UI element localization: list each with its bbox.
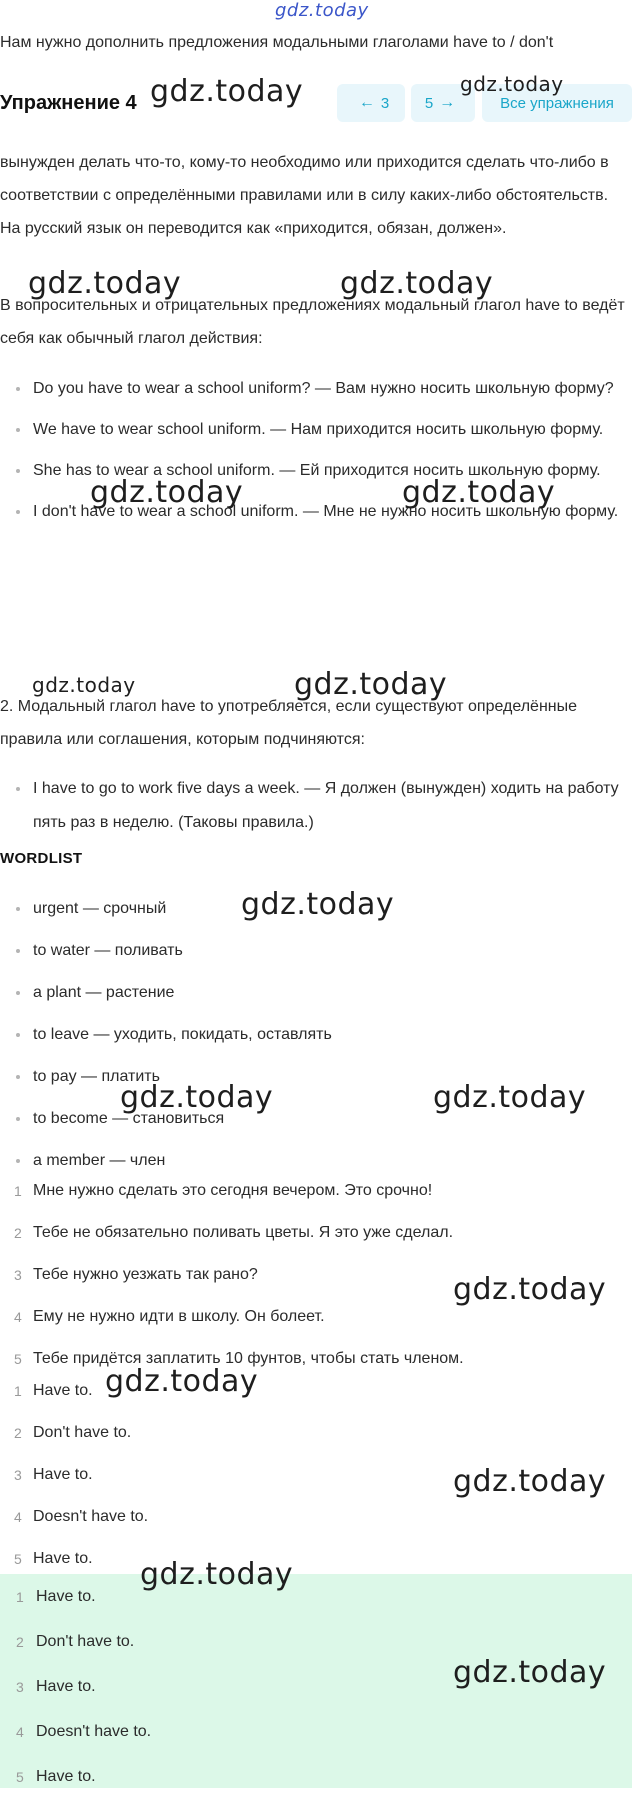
watermark: gdz.today [294, 667, 448, 702]
sentence-text: Тебе нужно уезжать так рано? [33, 1266, 258, 1283]
item-number: 1 [16, 1588, 24, 1605]
wordlist-item: to pay — платить [0, 1056, 630, 1098]
sentence-item [0, 1254, 630, 1296]
theory-paragraph-1: вынужден делать что-то, кому-то необходимо или приходится сделать что-либо в соответствии с определёнными правилами или в силу каких-либо обстоятельств. На русский язык он переводится как «приходится, обязан, должен». [0, 154, 609, 237]
sentence-text: Мне нужно сделать это сегодня вечером. Это срочно! [33, 1182, 433, 1199]
wordlist-list [0, 888, 630, 1182]
item-number: 2 [16, 1633, 24, 1650]
answer-item [0, 1574, 630, 1619]
answer-item [0, 1454, 630, 1496]
answer-panel [0, 1574, 632, 1788]
answer-text: Don't have to. [36, 1632, 135, 1650]
watermark: gdz.today [105, 1364, 259, 1399]
watermark: gdz.today [150, 74, 304, 109]
watermark: gdz.today [90, 475, 244, 510]
answer-item [0, 1370, 630, 1412]
next-exercise-button[interactable] [411, 84, 475, 122]
sentence-item [0, 1212, 630, 1254]
theory-paragraph-3: 2. Модальный глагол have to употребляется, если существуют определённые правила или соглашения, которым подчиняются: [0, 698, 578, 748]
item-number: 1 [14, 1183, 22, 1199]
item-number: 4 [14, 1309, 22, 1325]
answer-text: Have to. [33, 1550, 93, 1567]
prev-exercise-button[interactable] [337, 84, 405, 122]
wordlist-item: urgent — срочный [0, 888, 630, 930]
answer-text: Have to. [36, 1767, 96, 1785]
list-item: We have to wear school uniform. — Нам приходится носить школьную форму. [0, 413, 630, 447]
item-number: 5 [14, 1551, 22, 1567]
prev-exercise-label: 3 [380, 94, 390, 112]
watermark: gdz.today [453, 1655, 607, 1690]
answer-text: Doesn't have to. [33, 1508, 149, 1525]
watermark: gdz.today [120, 1080, 274, 1115]
watermark: gdz.today [460, 72, 564, 96]
answer-item [0, 1412, 630, 1454]
sentence-text: Тебе придётся заплатить 10 фунтов, чтобы стать членом. [33, 1350, 464, 1367]
answer-item [0, 1496, 630, 1538]
next-exercise-label: 5 [424, 94, 434, 112]
examples-list [0, 372, 630, 536]
answer-item [0, 1619, 630, 1664]
sentence-item [0, 1296, 630, 1338]
all-exercises-button[interactable] [482, 84, 632, 122]
answers-list [0, 1370, 630, 1580]
arrow-right-icon: → [439, 94, 456, 111]
wordlist-item: to leave — уходить, покидать, оставлять [0, 1014, 630, 1056]
item-number: 4 [14, 1509, 22, 1525]
answer-text: Doesn't have to. [36, 1722, 152, 1740]
rule-examples-list [0, 772, 630, 840]
item-number: 3 [16, 1678, 24, 1695]
wordlist-title: WORDLIST [0, 850, 83, 867]
watermark: gdz.today [28, 266, 182, 301]
answer-item [0, 1664, 630, 1709]
watermark: gdz.today [340, 266, 494, 301]
wordlist-item: to become — становиться [0, 1098, 630, 1140]
intro-text: Нам нужно дополнить предложения модальными глаголами have to / don't [0, 34, 554, 51]
all-exercises-label: Все упражнения [500, 94, 614, 112]
final-answers-list [0, 1574, 630, 1799]
answer-text: Don't have to. [33, 1424, 132, 1441]
exercise-title: Упражнение 4 [0, 92, 137, 114]
item-number: 4 [16, 1723, 24, 1740]
item-number: 2 [14, 1425, 22, 1441]
answer-text: Have to. [36, 1677, 96, 1695]
wordlist-item: a member — член [0, 1140, 630, 1182]
item-number: 3 [14, 1267, 22, 1283]
theory-paragraph-2: В вопросительных и отрицательных предложениях модальный глагол have to ведёт себя как обычный глагол действия: [0, 297, 625, 347]
watermark: gdz.today [453, 1464, 607, 1499]
wordlist-item: a plant — растение [0, 972, 630, 1014]
watermark: gdz.today [453, 1272, 607, 1307]
item-number: 5 [14, 1351, 22, 1367]
list-item: I have to go to work five days a week. — Я должен (вынужден) ходить на работу пять раз в неделю. (Таковы правила.) [0, 772, 630, 840]
sentence-text: Ему не нужно идти в школу. Он болеет. [33, 1308, 325, 1325]
watermark: gdz.today [241, 887, 395, 922]
site-logo[interactable]: gdz.today [275, 0, 369, 21]
sentence-text: Тебе не обязательно поливать цветы. Я это уже сделал. [33, 1224, 454, 1241]
item-number: 3 [14, 1467, 22, 1483]
answer-text: Have to. [33, 1382, 93, 1399]
watermark: gdz.today [402, 475, 556, 510]
answer-text: Have to. [33, 1466, 93, 1483]
answer-text: Have to. [36, 1587, 96, 1605]
list-item: She has to wear a school uniform. — Ей приходится носить школьную форму. [0, 454, 630, 488]
sentences-list [0, 1170, 630, 1380]
watermark: gdz.today [433, 1080, 587, 1115]
arrow-left-icon: ← [358, 94, 375, 111]
list-item: I don't have to wear a school uniform. — Мне не нужно носить школьную форму. [0, 495, 630, 529]
watermark: gdz.today [32, 673, 136, 697]
answer-item [0, 1754, 630, 1799]
sentence-item [0, 1170, 630, 1212]
item-number: 5 [16, 1768, 24, 1785]
wordlist-item: to water — поливать [0, 930, 630, 972]
item-number: 1 [14, 1383, 22, 1399]
list-item: Do you have to wear a school uniform? — Вам нужно носить школьную форму? [0, 372, 630, 406]
answer-item [0, 1709, 630, 1754]
item-number: 2 [14, 1225, 22, 1241]
watermark: gdz.today [140, 1557, 294, 1592]
